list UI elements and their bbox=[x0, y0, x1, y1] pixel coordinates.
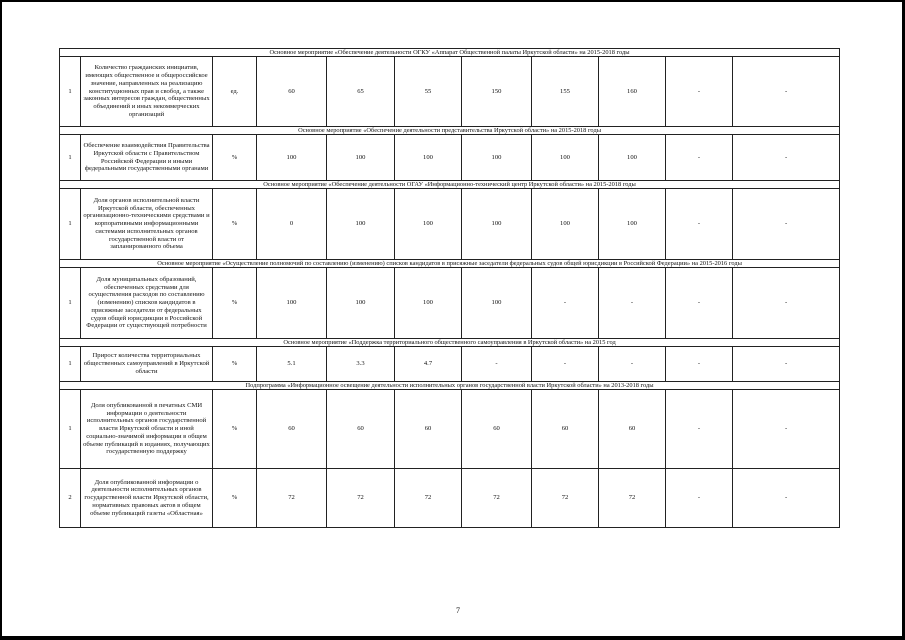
section-header: Основное мероприятие «Обеспечение деятельности представительства Иркутской области» на 2015-2018 годы bbox=[60, 127, 840, 135]
value-cell: 150 bbox=[462, 57, 532, 127]
indicator-description: Доля опубликованной в печатных СМИ информации о деятельности исполнительных органов государственной власти Иркутской области и иной социально-значимой информации в общем объеме публикаций в изданиях, получающих государственную поддержку bbox=[81, 390, 213, 469]
value-cell: - bbox=[462, 347, 532, 382]
table-row bbox=[60, 390, 840, 469]
value-cell: 5.1 bbox=[257, 347, 327, 382]
page-number: 7 bbox=[456, 606, 460, 615]
value-cell: - bbox=[733, 57, 840, 127]
value-cell: 100 bbox=[327, 189, 395, 260]
row-number: 1 bbox=[60, 189, 81, 260]
scan-border-left bbox=[0, 0, 2, 640]
value-cell: - bbox=[733, 390, 840, 469]
value-cell: - bbox=[666, 135, 733, 181]
value-cell: 60 bbox=[462, 390, 532, 469]
value-cell: 100 bbox=[257, 268, 327, 339]
value-cell: 55 bbox=[395, 57, 462, 127]
value-cell: 3.3 bbox=[327, 347, 395, 382]
value-cell: 100 bbox=[327, 268, 395, 339]
value-cell: - bbox=[733, 268, 840, 339]
unit-cell: % bbox=[213, 390, 257, 469]
value-cell: 60 bbox=[532, 390, 599, 469]
value-cell: 100 bbox=[599, 135, 666, 181]
section-header: Основное мероприятие «Осуществление полномочий по составлению (изменению) списков кандидатов в присяжные заседатели федеральных судов общей юрисдикции в Российской Федерации» на 2015-2016 годы bbox=[60, 260, 840, 268]
value-cell: - bbox=[666, 469, 733, 528]
value-cell: 100 bbox=[462, 189, 532, 260]
unit-cell: % bbox=[213, 469, 257, 528]
value-cell: 0 bbox=[257, 189, 327, 260]
value-cell: - bbox=[666, 189, 733, 260]
indicator-description: Доля муниципальных образований, обеспеченных средствами для осуществления расходов по составлению (изменению) списков кандидатов в присяжные заседатели от федеральных судов общей юрисдикции в Российской Федерации от существующей потребности bbox=[81, 268, 213, 339]
value-cell: - bbox=[666, 57, 733, 127]
indicator-description: Обеспечение взаимодействия Правительства Иркутской области с Правительством Российской Федерации и иными федеральными государственными органами bbox=[81, 135, 213, 181]
table-row bbox=[60, 469, 840, 528]
row-number: 1 bbox=[60, 347, 81, 382]
value-cell: 60 bbox=[257, 57, 327, 127]
value-cell: - bbox=[666, 268, 733, 339]
row-number: 2 bbox=[60, 469, 81, 528]
value-cell: 100 bbox=[395, 135, 462, 181]
value-cell: 100 bbox=[532, 189, 599, 260]
value-cell: 4.7 bbox=[395, 347, 462, 382]
value-cell: - bbox=[532, 268, 599, 339]
table-row bbox=[60, 347, 840, 382]
table-row bbox=[60, 135, 840, 181]
value-cell: 100 bbox=[599, 189, 666, 260]
indicator-description: Количество гражданских инициатив, имеющих общественное и общероссийское значение, направленных на реализацию конституционных прав и свобод, а также законных интересов граждан, общественных объединений и иных некоммерческих организаций bbox=[81, 57, 213, 127]
value-cell: - bbox=[733, 189, 840, 260]
value-cell: 100 bbox=[395, 268, 462, 339]
value-cell: 100 bbox=[257, 135, 327, 181]
value-cell: 160 bbox=[599, 57, 666, 127]
row-number: 1 bbox=[60, 135, 81, 181]
value-cell: - bbox=[599, 347, 666, 382]
value-cell: 65 bbox=[327, 57, 395, 127]
section-header: Основное мероприятие «Обеспечение деятельности ОГКУ «Аппарат Общественной палаты Иркутской области» на 2015-2018 годы bbox=[60, 49, 840, 57]
unit-cell: % bbox=[213, 189, 257, 260]
unit-cell: % bbox=[213, 347, 257, 382]
section-header: Основное мероприятие «Обеспечение деятельности ОГАУ «Информационно-технический центр Иркутской области» на 2015-2018 годы bbox=[60, 181, 840, 189]
value-cell: - bbox=[599, 268, 666, 339]
row-number: 1 bbox=[60, 268, 81, 339]
value-cell: 100 bbox=[462, 268, 532, 339]
scan-border-bottom bbox=[0, 636, 905, 640]
value-cell: 100 bbox=[327, 135, 395, 181]
indicators-table bbox=[59, 48, 840, 528]
table-row bbox=[60, 57, 840, 127]
unit-cell: % bbox=[213, 268, 257, 339]
value-cell: - bbox=[666, 347, 733, 382]
unit-cell: % bbox=[213, 135, 257, 181]
table-row bbox=[60, 189, 840, 260]
row-number: 1 bbox=[60, 57, 81, 127]
value-cell: - bbox=[733, 135, 840, 181]
value-cell: 60 bbox=[257, 390, 327, 469]
value-cell: - bbox=[733, 347, 840, 382]
value-cell: 60 bbox=[327, 390, 395, 469]
indicator-description: Прирост количества территориальных общественных самоуправлений в Иркутской области bbox=[81, 347, 213, 382]
value-cell: - bbox=[532, 347, 599, 382]
value-cell: - bbox=[733, 469, 840, 528]
value-cell: 72 bbox=[395, 469, 462, 528]
section-header: Основное мероприятие «Поддержка территориального общественного самоуправления в Иркутской области» на 2015 год bbox=[60, 339, 840, 347]
value-cell: - bbox=[666, 390, 733, 469]
value-cell: 72 bbox=[532, 469, 599, 528]
row-number: 1 bbox=[60, 390, 81, 469]
value-cell: 72 bbox=[327, 469, 395, 528]
indicator-description: Доля органов исполнительной власти Иркутской области, обеспеченных организационно-техническими средствами и корпоративными информационными системами исполнительных органов государственной власти от запланированного объема bbox=[81, 189, 213, 260]
unit-cell: ед. bbox=[213, 57, 257, 127]
value-cell: 72 bbox=[257, 469, 327, 528]
value-cell: 60 bbox=[599, 390, 666, 469]
value-cell: 60 bbox=[395, 390, 462, 469]
value-cell: 155 bbox=[532, 57, 599, 127]
table-row bbox=[60, 268, 840, 339]
value-cell: 72 bbox=[462, 469, 532, 528]
scan-border-top bbox=[0, 0, 905, 2]
section-header: Подпрограмма «Информационное освещение деятельности исполнительных органов государственной власти Иркутской области» на 2013-2018 годы bbox=[60, 382, 840, 390]
value-cell: 100 bbox=[462, 135, 532, 181]
value-cell: 100 bbox=[532, 135, 599, 181]
indicator-description: Доля опубликованной информации о деятельности исполнительных органов государственной власти Иркутской области, нормативных правовых актов в общем объеме публикаций газеты «Областная» bbox=[81, 469, 213, 528]
value-cell: 100 bbox=[395, 189, 462, 260]
value-cell: 72 bbox=[599, 469, 666, 528]
